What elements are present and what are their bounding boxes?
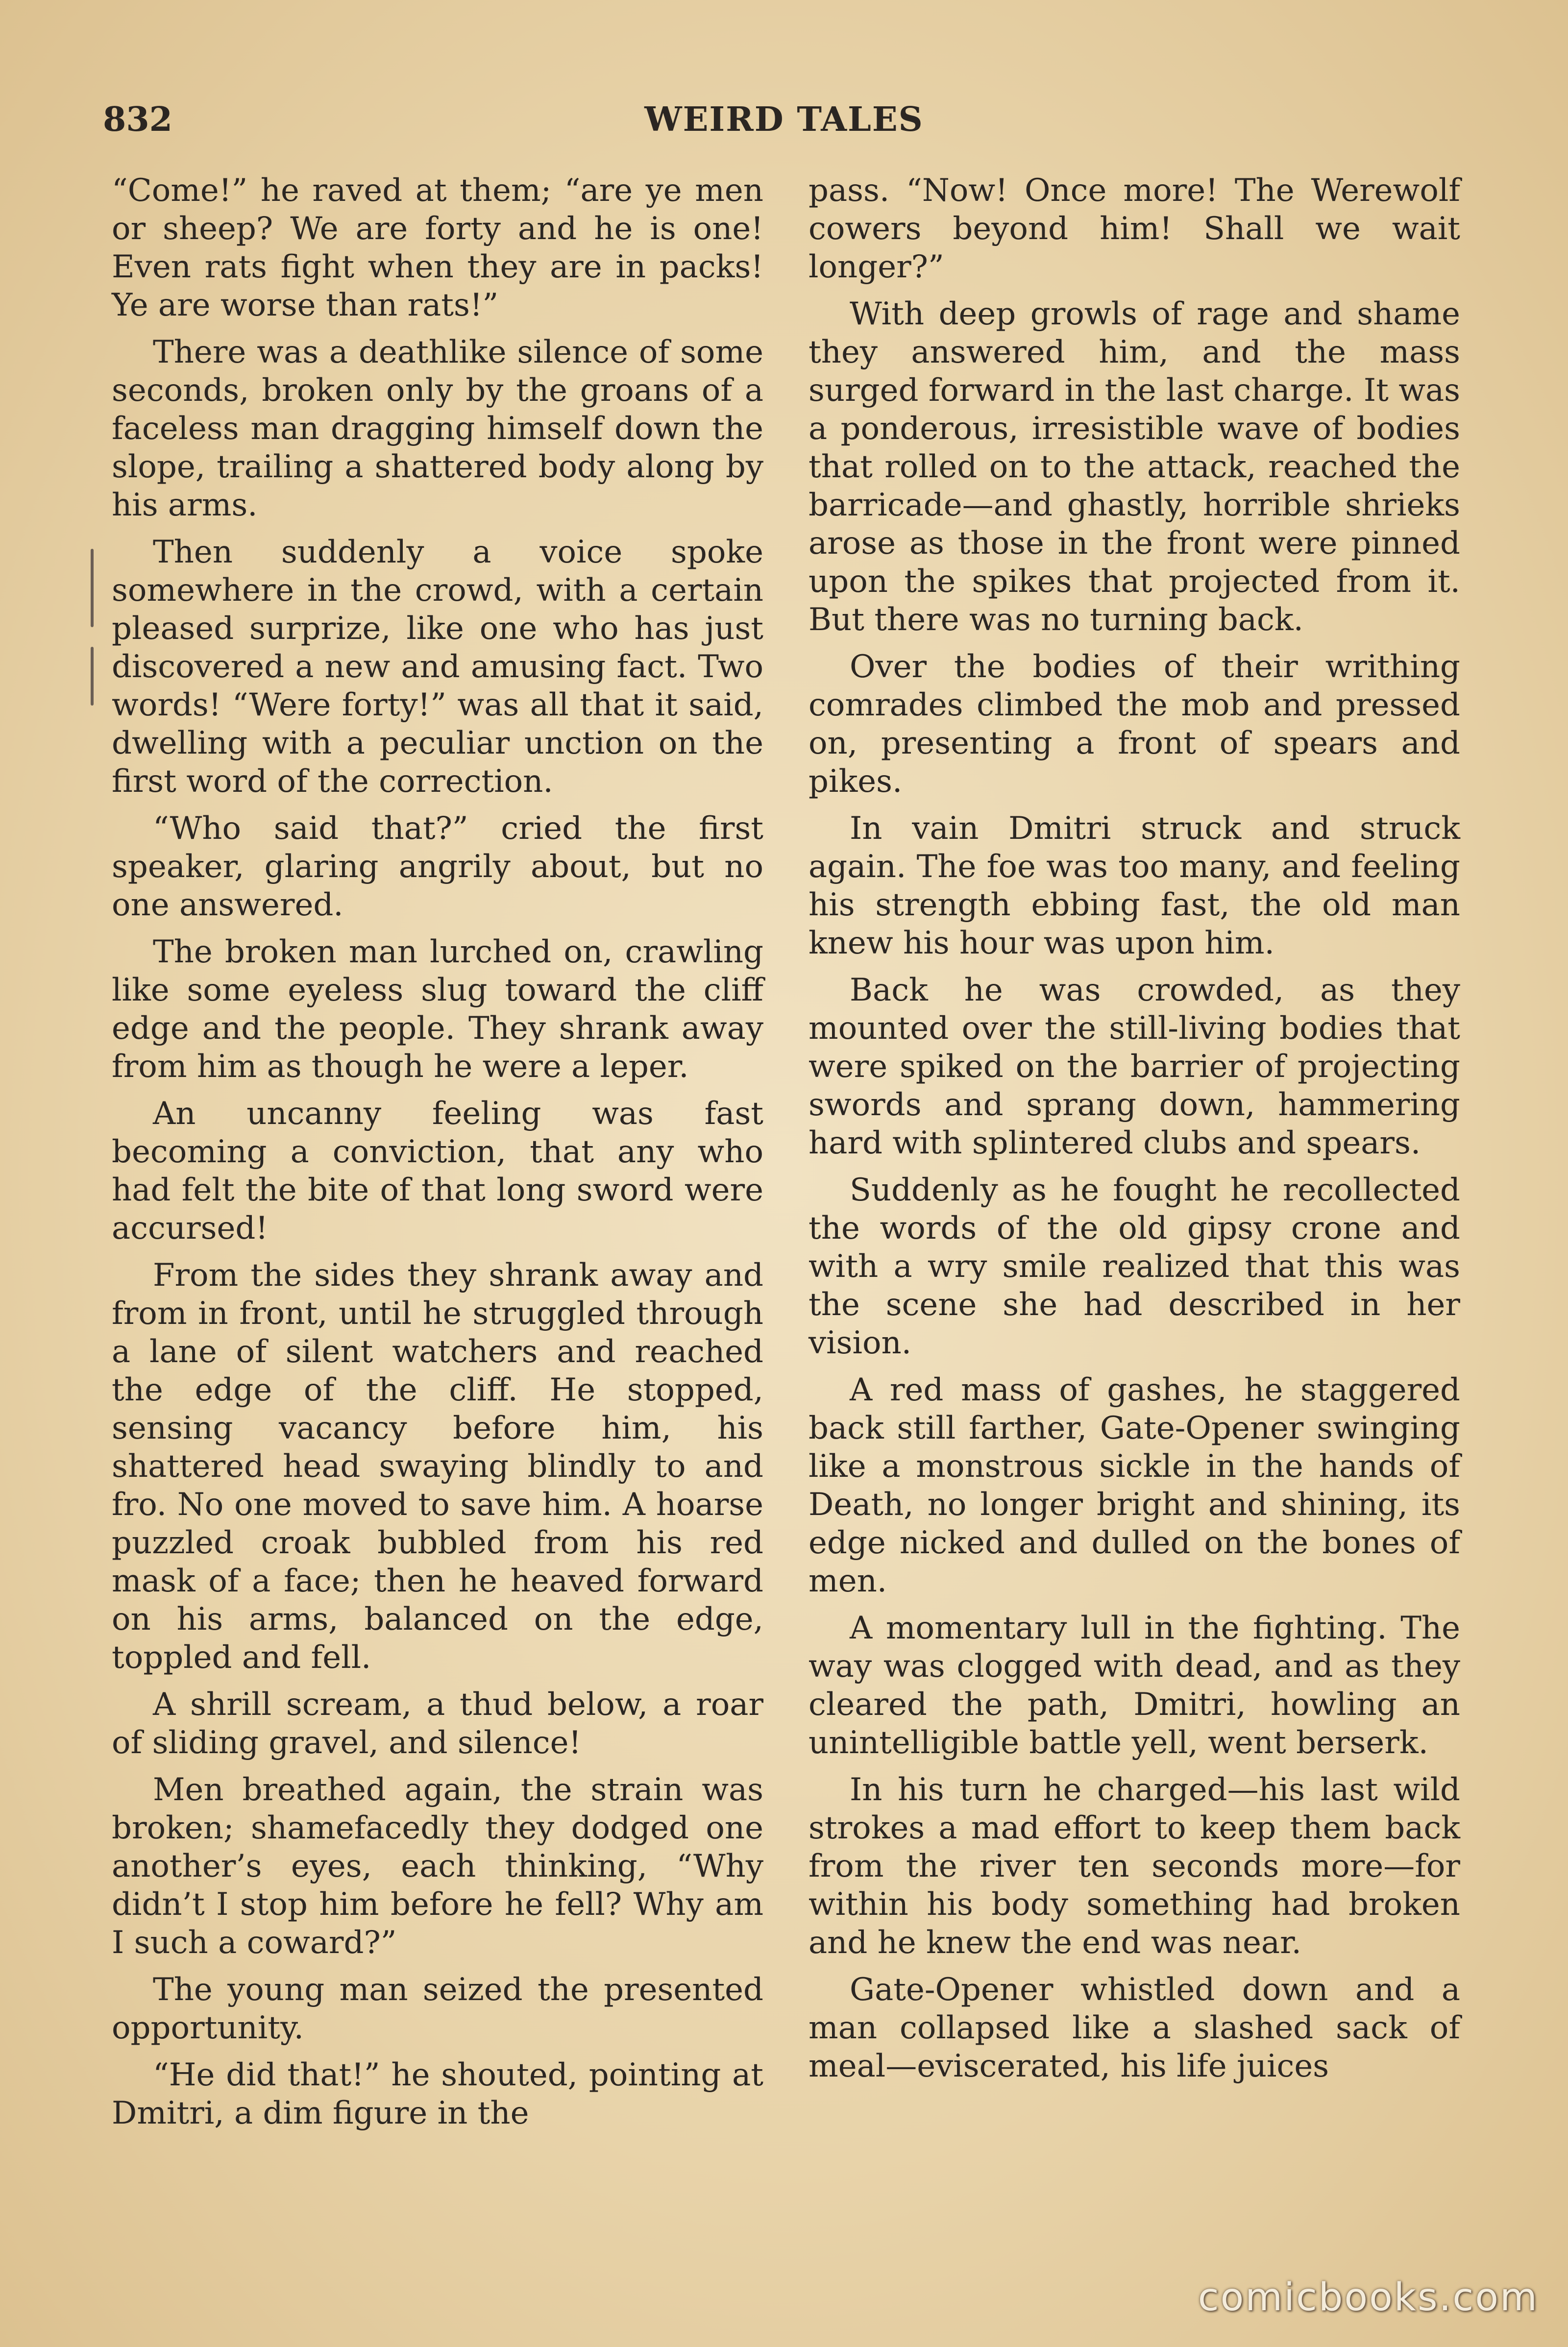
paragraph: “Come!” he raved at them; “are ye men or sheep? We are forty and he is one! Even rats fight when they are in packs! Ye are worse than rats!” (112, 172, 763, 323)
paragraph: The broken man lurched on, crawling like some eyeless slug toward the cliff edge and the people. They shrank away from him as though he were a leper. (112, 934, 763, 1085)
paragraph: From the sides they shrank away and from in front, until he struggled through a lane of silent watchers and reached the edge of the cliff. He stopped, sensing vacancy before him, his shattered head swaying blindly to and fro. No one moved to save him. A hoarse puzzled croak bubbled from his red mask of a face; then he heaved forward on his arms, balanced on the edge, toppled and fell. (112, 1257, 763, 1676)
paragraph: With deep growls of rage and shame they answered him, and the mass surged forward in the last charge. It was a ponderous, irresistible wave of bodies that rolled on to the attack, reached the barricade—and ghastly, horrible shrieks arose as those in the front were pinned upon the spikes that projected from it. But there was no turning back. (808, 296, 1460, 638)
paragraph: A momentary lull in the fighting. The way was clogged with dead, and as they cleared the path, Dmitri, howling an unintelligible battle yell, went berserk. (808, 1610, 1460, 1761)
page-number: 832 (103, 100, 172, 139)
paragraph: pass. “Now! Once more! The Werewolf cowers beyond him! Shall we wait longer?” (808, 172, 1460, 285)
margin-pencil-mark (91, 647, 94, 706)
paragraph: In his turn he charged—his last wild strokes a mad effort to keep them back from the river ten seconds more—for within his body something had broken and he knew the end was near. (808, 1772, 1460, 1961)
page-header (103, 93, 1465, 147)
left-column (112, 171, 763, 2141)
running-head: WEIRD TALES (644, 100, 924, 139)
paragraph: “Who said that?” cried the first speaker, glaring angrily about, but no one answered. (112, 810, 763, 923)
paragraph: A red mass of gashes, he staggered back still farther, Gate-Opener swinging like a monstrous sickle in the hands of Death, no longer bright and shining, its edge nicked and dulled on the bones of men. (808, 1372, 1460, 1599)
paragraph: “He did that!” he shouted, pointing at Dmitri, a dim figure in the (112, 2057, 763, 2131)
paragraph: Suddenly as he fought he recollected the words of the old gipsy crone and with a wry smile realized that this was the scene she had described in her vision. (808, 1172, 1460, 1361)
paragraph: Gate-Opener whistled down and a man collapsed like a slashed sack of meal—eviscerated, his life juices (808, 1972, 1460, 2084)
watermark: comicbooks.com (1198, 2275, 1539, 2320)
paragraph: Over the bodies of their writhing comrades climbed the mob and pressed on, presenting a front of spears and pikes. (808, 649, 1460, 800)
magazine-page (103, 93, 1465, 2327)
right-column (808, 171, 1460, 2094)
paragraph: In vain Dmitri struck and struck again. The foe was too many, and feeling his strength ebbing fast, the old man knew his hour was upon him. (808, 810, 1460, 961)
paragraph: Men breathed again, the strain was broken; shamefacedly they dodged one another’s eyes, each thinking, “Why didn’t I stop him before he fell? Why am I such a coward?” (112, 1772, 763, 1961)
paragraph: Then suddenly a voice spoke somewhere in the crowd, with a certain pleased surprize, like one who has just discovered a new and amusing fact. Two words! “Were forty!” was all that it said, dwelling with a peculiar unction on the first word of the correction. (112, 534, 763, 800)
paragraph: An uncanny feeling was fast becoming a conviction, that any who had felt the bite of that long sword were accursed! (112, 1096, 763, 1247)
paragraph: The young man seized the presented opportunity. (112, 1972, 763, 2046)
margin-pencil-mark (91, 549, 94, 627)
paragraph: Back he was crowded, as they mounted over the still-living bodies that were spiked on the barrier of projecting swords and sprang down, hammering hard with splintered clubs and spears. (808, 972, 1460, 1161)
paragraph: There was a deathlike silence of some seconds, broken only by the groans of a faceless man dragging himself down the slope, trailing a shattered body along by his arms. (112, 334, 763, 523)
paragraph: A shrill scream, a thud below, a roar of sliding gravel, and silence! (112, 1687, 763, 1761)
